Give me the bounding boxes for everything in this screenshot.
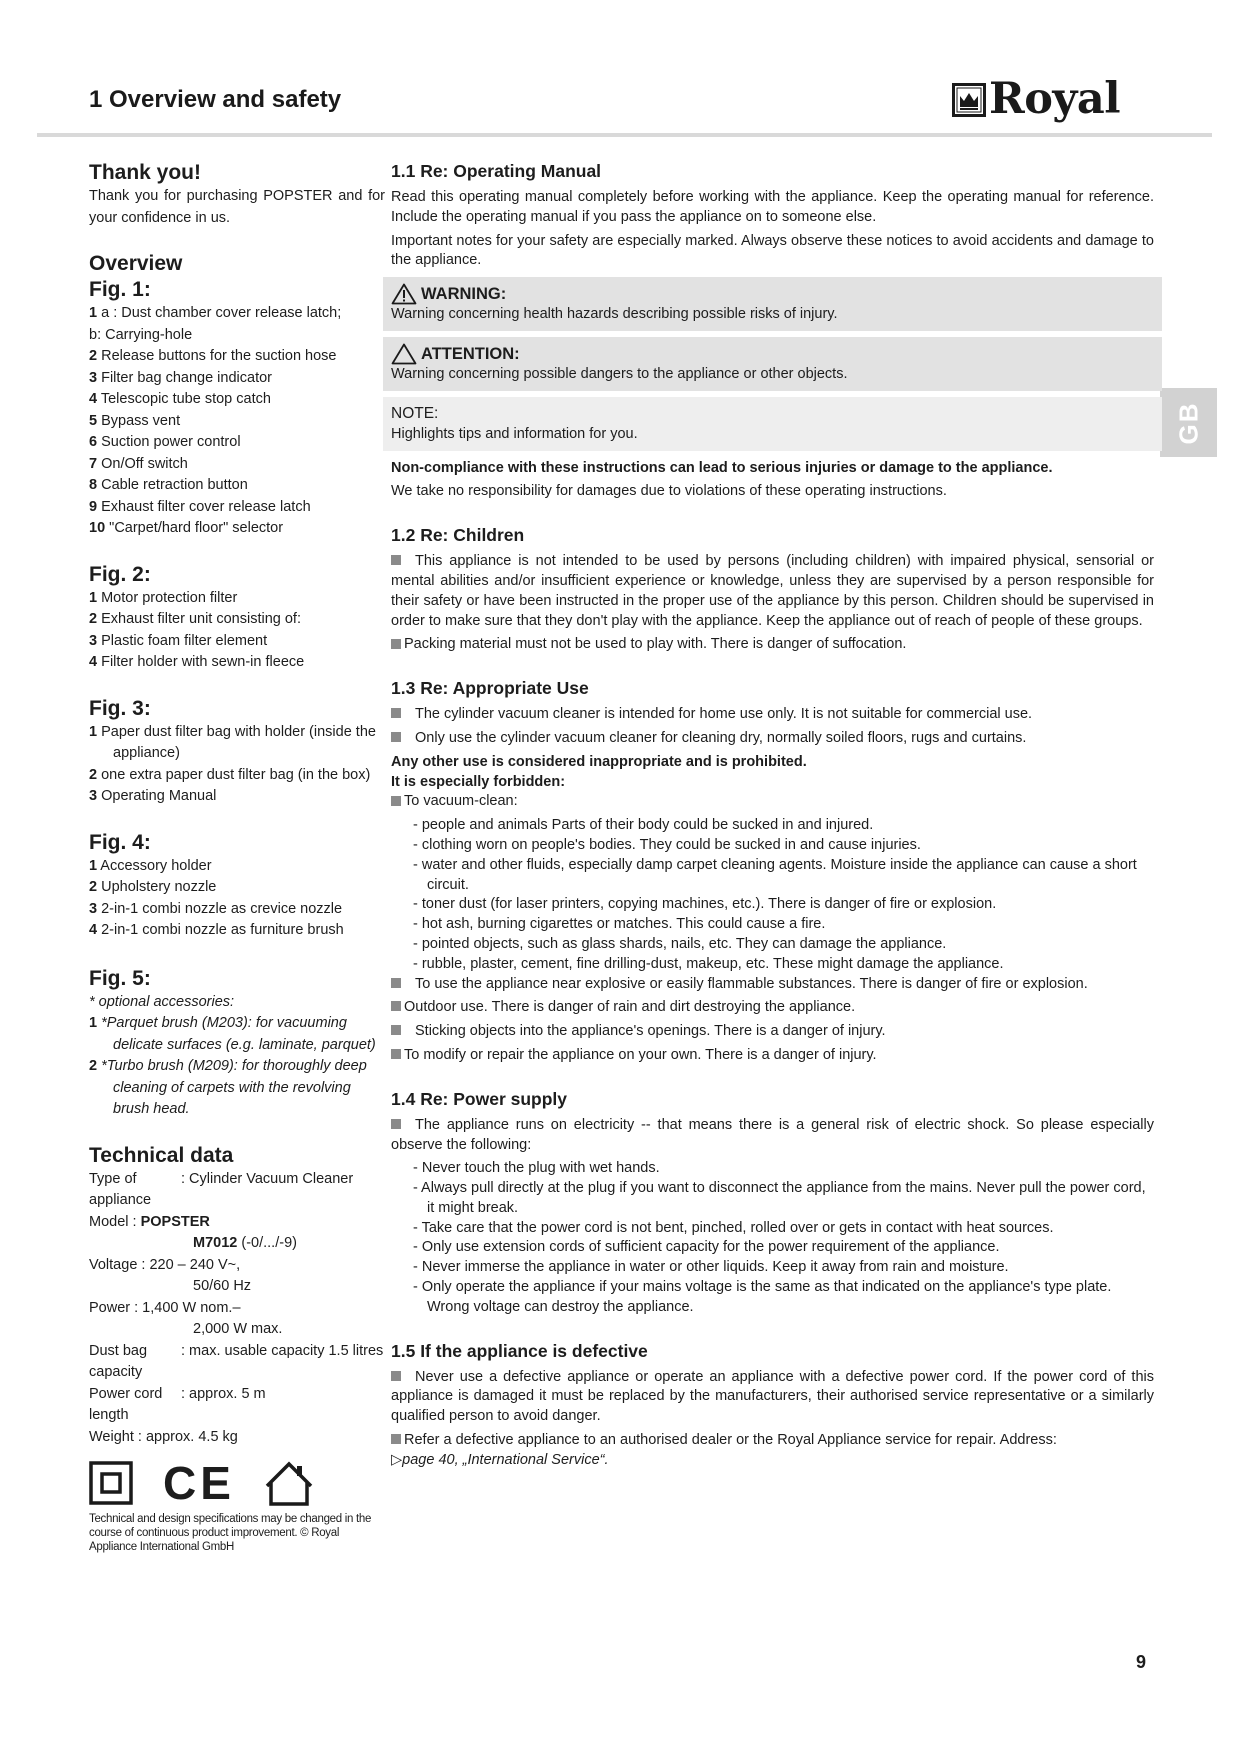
indoor-use-icon <box>265 1460 313 1506</box>
tech-row-cord: Power cord length : approx. 5 m <box>89 1385 266 1423</box>
tech-row-model-code: M7012 (-0/.../-9) <box>193 1235 297 1251</box>
section-1-2 <box>391 524 1154 655</box>
language-tab <box>1160 388 1217 457</box>
bullet-square-icon <box>391 1049 401 1059</box>
list-item: The cylinder vacuum cleaner is intended for home use only. It is not suitable for commercial use. <box>391 705 1154 725</box>
thanks-text: Thank you for purchasing POPSTER and for your confidence in us. <box>89 188 385 226</box>
warning-triangle-icon <box>391 283 417 305</box>
tech-row-type: Type of appliance : Cylinder Vacuum Cleaner <box>89 1170 354 1208</box>
list-item: 2 Release buttons for the suction hose <box>89 348 337 364</box>
fig4-list <box>89 856 385 942</box>
list-item: To vacuum-clean: <box>391 792 1154 812</box>
bullet-square-icon <box>391 639 401 649</box>
legal-fine-print: Technical and design specifications may be changed in the course of continuous product improvement. © Royal Appliance International GmbH <box>89 1513 372 1553</box>
list-item: 9 Exhaust filter cover release latch <box>89 498 311 515</box>
list-item: 8 Cable retraction button <box>89 477 248 493</box>
attention-triangle-icon <box>391 343 417 365</box>
bullet-square-icon <box>391 1119 401 1129</box>
fig5-heading: Fig. 5: <box>89 966 151 990</box>
list-item: 4 Filter holder with sewn-in fleece <box>89 654 305 670</box>
section-1-4-heading: 1.4 Re: Power supply <box>391 1088 568 1109</box>
header-divider <box>37 133 1212 137</box>
list-item: - Never touch the plug with wet hands. <box>413 1160 660 1177</box>
section-1-3 <box>391 677 1154 1066</box>
tech-row-model: Model : POPSTER <box>89 1213 210 1230</box>
list-item: 3 Filter bag change indicator <box>89 369 272 386</box>
section-1-5 <box>391 1340 1154 1471</box>
list-item: 5 Bypass vent <box>89 412 181 429</box>
list-item: 3 Operating Manual <box>89 788 217 804</box>
service-page-link[interactable]: page 40, „International Service“. <box>402 1451 609 1468</box>
section-1-4 <box>391 1088 1154 1318</box>
certification-icons <box>89 1457 385 1509</box>
non-compliance-warning: Non-compliance with these instructions can lead to serious injuries or damage to the appliance. <box>391 459 1053 476</box>
warning-box <box>383 277 1162 331</box>
list-item: 1 Motor protection filter <box>89 589 238 606</box>
list-item: 1 Paper dust filter bag with holder (inside the appliance) <box>89 723 376 761</box>
bullet-square-icon <box>391 1371 401 1381</box>
forbidden-notice: It is especially forbidden: <box>391 773 566 790</box>
list-item: 4 2-in-1 combi nozzle as furniture brush <box>89 922 344 938</box>
tech-row-voltage-value: 50/60 Hz <box>193 1278 252 1294</box>
list-item: Sticking objects into the appliance's openings. There is a danger of injury. <box>391 1022 1154 1042</box>
bullet-square-icon <box>391 732 401 742</box>
list-item: 2 Upholstery nozzle <box>89 879 217 895</box>
crown-emblem-icon <box>952 83 986 117</box>
page-title: 1 Overview and safety <box>89 86 342 113</box>
double-insulation-icon <box>89 1461 133 1505</box>
list-item: The appliance runs on electricity -- that means there is a general risk of electric shock. So please especially observe the following: <box>391 1116 1154 1153</box>
attention-text: Warning concerning possible dangers to the appliance or other objects. <box>391 365 848 382</box>
list-item: - Always pull directly at the plug if you want to disconnect the appliance from the mains. Never pull the power cord, it might break. <box>413 1180 1146 1216</box>
bullet-square-icon <box>391 1025 401 1035</box>
list-item: Packing material must not be used to play with. There is danger of suffocation. <box>391 635 1154 655</box>
list-item: 2 *Turbo brush (M209): for thoroughly deep cleaning of carpets with the revolving brush head. <box>89 1058 367 1117</box>
section-1-1-p1: Read this operating manual completely before working with the appliance. Keep the operating manual for reference. Include the operating manual if you pass the appliance on to someone else. <box>391 189 1154 225</box>
fig2-heading: Fig. 2: <box>89 562 151 586</box>
section-1-5-heading: 1.5 If the appliance is defective <box>391 1340 648 1361</box>
vacuum-forbidden-list <box>391 816 1154 974</box>
tech-row-weight: Weight : approx. 4.5 kg <box>89 1428 238 1445</box>
list-item: 7 On/Off switch <box>89 455 188 472</box>
list-item: - Never immerse the appliance in water or other liquids. Keep it away from rain and moisture. <box>413 1259 1009 1276</box>
right-column <box>391 160 1154 1475</box>
bullet-square-icon <box>391 796 401 806</box>
tech-row-voltage: Voltage : 220 – 240 V~, <box>89 1256 241 1273</box>
list-item: - clothing worn on people's bodies. They could be sucked in and cause injuries. <box>413 836 921 853</box>
fig2-list <box>89 588 385 674</box>
fig5-note: * optional accessories: <box>89 993 235 1010</box>
attention-title: ATTENTION: <box>391 343 1154 365</box>
tech-row-power-value: 2,000 W max. <box>193 1321 283 1337</box>
ce-mark-icon: CE <box>163 1457 235 1509</box>
brand-wordmark: Royal <box>989 74 1121 124</box>
warning-text: Warning concerning health hazards describing possible risks of injury. <box>391 306 838 323</box>
list-item: To modify or repair the appliance on your own. There is a danger of injury. <box>391 1046 1154 1066</box>
section-1-1-heading: 1.1 Re: Operating Manual <box>391 161 602 181</box>
list-item: - hot ash, burning cigarettes or matches. This could cause a fire. <box>413 916 826 933</box>
list-item: 10 "Carpet/hard floor" selector <box>89 520 284 536</box>
liability-text: We take no responsibility for damages due to violations of these operating instructions. <box>391 483 947 500</box>
list-item: Refer a defective appliance to an authorised dealer or the Royal Appliance service for repair. Address: ▷page 40, „International Service“. <box>391 1432 1057 1468</box>
list-item: 1 Accessory holder <box>89 857 212 874</box>
list-item: 2 one extra paper dust filter bag (in the box) <box>89 766 371 783</box>
list-item: - toner dust (for laser printers, copying machines, etc.). There is danger of fire or explosion. <box>413 896 997 913</box>
fig3-list <box>89 722 385 808</box>
section-1-2-heading: 1.2 Re: Children <box>391 525 525 546</box>
list-item: - rubble, plaster, cement, fine drilling-dust, makeup, etc. These might damage the appliance. <box>413 955 1004 972</box>
section-1-1-p2: Important notes for your safety are especially marked. Always observe these notices to avoid accidents and damage to the appliance. <box>391 232 1154 269</box>
section-1-3-heading: 1.3 Re: Appropriate Use <box>391 678 589 699</box>
fig5-list <box>89 1013 385 1121</box>
list-item: b: Carrying-hole <box>89 326 193 343</box>
list-item: - Take care that the power cord is not bent, pinched, rolled over or gets in contact with heat sources. <box>413 1219 1054 1236</box>
list-item: 3 Plastic foam filter element <box>89 632 268 649</box>
list-item: 2 Exhaust filter unit consisting of: <box>89 611 301 627</box>
list-item: - people and animals Parts of their body could be sucked in and injured. <box>413 817 874 834</box>
bullet-square-icon <box>391 708 401 718</box>
bullet-square-icon <box>391 978 401 988</box>
bullet-square-icon <box>391 555 401 565</box>
fig1-list <box>89 303 385 540</box>
overview-heading: Overview <box>89 252 183 275</box>
note-text: Highlights tips and information for you. <box>391 425 638 442</box>
left-column <box>89 160 385 1554</box>
fig3-heading: Fig. 3: <box>89 696 151 720</box>
list-item: Never use a defective appliance or operate an appliance with a defective power cord. If the power cord of this appliance is damaged it must be replaced by the manufacturers, their authorised service representative or a similarly qualified person to avoid danger. <box>391 1368 1154 1425</box>
list-item: 1 *Parquet brush (M203): for vacuuming delicate surfaces (e.g. laminate, parquet) <box>89 1015 376 1053</box>
thanks-heading: Thank you! <box>89 161 202 184</box>
prohibited-notice: Any other use is considered inappropriate and is prohibited. <box>391 753 807 770</box>
note-box <box>383 397 1162 451</box>
bullet-square-icon <box>391 1434 401 1444</box>
brand-logo <box>952 74 1121 124</box>
list-item: Outdoor use. There is danger of rain and dirt destroying the appliance. <box>391 998 1154 1018</box>
list-item: 4 Telescopic tube stop catch <box>89 391 271 407</box>
arrow-right-icon: ▷ <box>391 1451 403 1468</box>
list-item: - Only use extension cords of sufficient capacity for the power requirement of the appliance. <box>413 1239 1000 1256</box>
tech-row-power: Power : 1,400 W nom.– <box>89 1299 241 1316</box>
list-item: - Only operate the appliance if your mains voltage is the same as that indicated on the appliance's type plate. Wrong voltage can destroy the appliance. <box>413 1279 1112 1315</box>
list-item: Only use the cylinder vacuum cleaner for cleaning dry, normally soiled floors, rugs and curtains. <box>391 729 1154 749</box>
bullet-square-icon <box>391 1001 401 1011</box>
warning-title: WARNING: <box>391 283 1154 305</box>
tech-heading: Technical data <box>89 1143 234 1167</box>
list-item: 1 a : Dust chamber cover release latch; <box>89 305 342 321</box>
attention-box <box>383 337 1162 391</box>
list-item: - pointed objects, such as glass shards, nails, etc. They can damage the appliance. <box>413 935 947 952</box>
power-safety-list <box>391 1159 1154 1317</box>
fig1-heading: Fig. 1: <box>89 278 151 301</box>
list-item: To use the appliance near explosive or easily flammable substances. There is danger of fire or explosion. <box>391 975 1154 995</box>
list-item: - water and other fluids, especially damp carpet cleaning agents. Moisture inside the appliance can cause a short circuit. <box>413 856 1137 893</box>
note-title: NOTE: <box>391 404 439 422</box>
list-item: 3 2-in-1 combi nozzle as crevice nozzle <box>89 900 343 917</box>
language-tab-label: GB <box>1173 401 1203 444</box>
fig4-heading: Fig. 4: <box>89 830 151 854</box>
list-item: This appliance is not intended to be used by persons (including children) with impaired physical, sensorial or mental abilities and/or insufficient experience or knowledge, unless they are supervised by a person responsible for their safety or have been instructed in the proper use of the appliance by this person. Children should be supervised in order to make sure that they don't play with the appliance. Keep the appliance out of reach of people of these groups. <box>391 553 1154 629</box>
list-item: 6 Suction power control <box>89 434 241 450</box>
tech-row-dustbag: Dust bag capacity : max. usable capacity 1.5 litres <box>89 1342 384 1380</box>
page-number: 9 <box>1136 1652 1147 1672</box>
